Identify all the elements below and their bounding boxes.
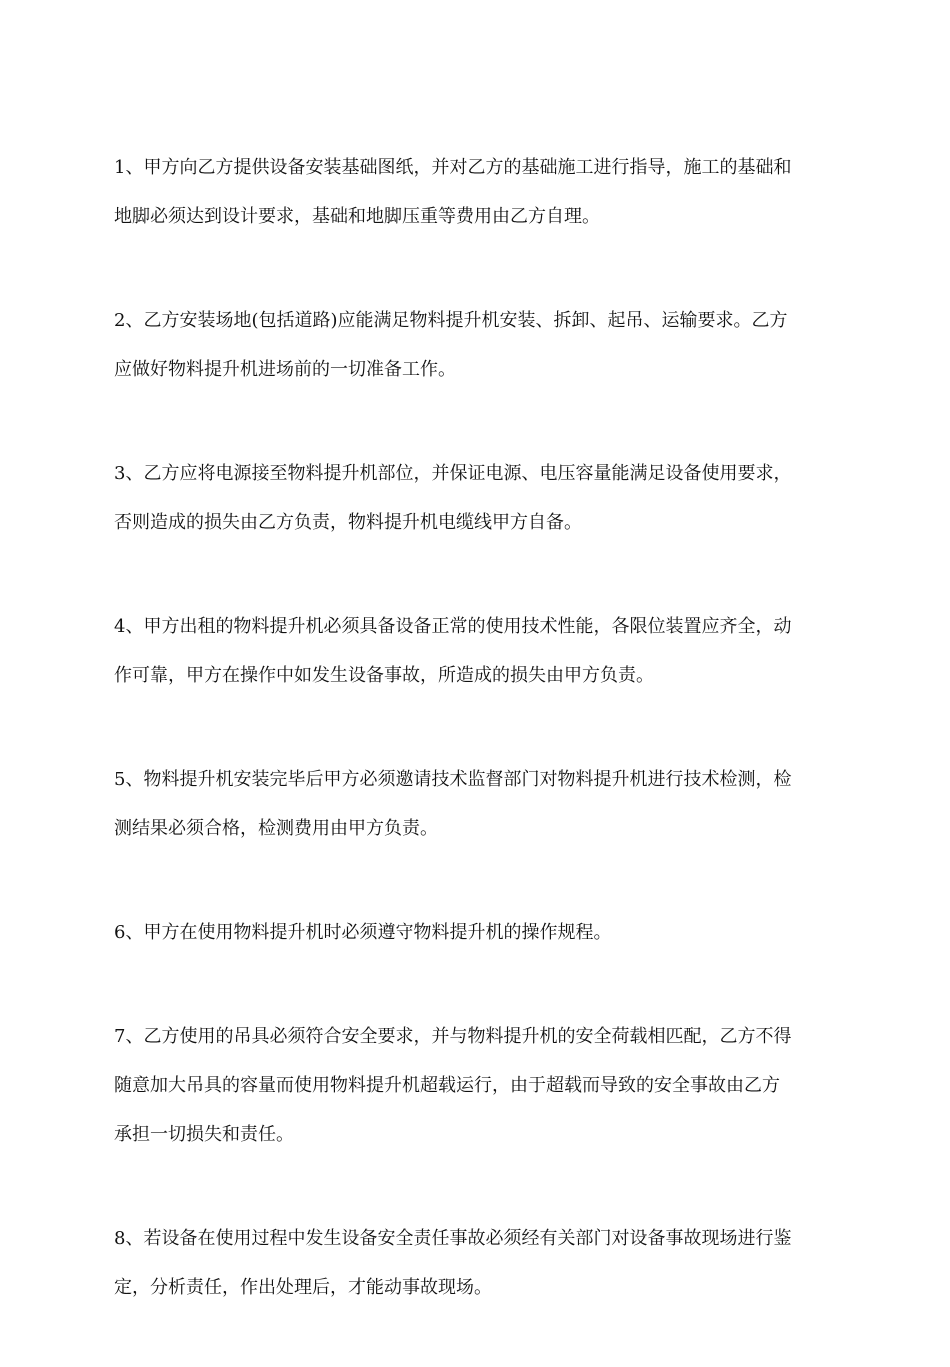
- clause-line: 应做好物料提升机进场前的一切准备工作。: [114, 359, 456, 380]
- clause-line: 承担一切损失和责任。: [114, 1124, 294, 1145]
- clause-line: 测结果必须合格，检测费用由甲方负责。: [114, 818, 438, 839]
- clause-line: 3、乙方应将电源接至物料提升机部位，并保证电源、电压容量能满足设备使用要求，: [114, 463, 792, 484]
- clause-line: 随意加大吊具的容量而使用物料提升机超载运行，由于超载而导致的安全事故由乙方: [114, 1075, 780, 1096]
- clause-line: 6、甲方在使用物料提升机时必须遵守物料提升机的操作规程。: [114, 922, 612, 943]
- clause-4: [114, 602, 838, 700]
- clause-line: 5、物料提升机安装完毕后甲方必须邀请技术监督部门对物料提升机进行技术检测，检: [114, 769, 792, 790]
- clause-line: 8、若设备在使用过程中发生设备安全责任事故必须经有关部门对设备事故现场进行鉴: [114, 1228, 792, 1249]
- clause-list: [114, 143, 838, 1367]
- clause-6: [114, 908, 838, 957]
- clause-7: [114, 1012, 838, 1159]
- clause-2: [114, 296, 838, 394]
- clause-line: 否则造成的损失由乙方负责，物料提升机电缆线甲方自备。: [114, 512, 582, 533]
- clause-line: 定，分析责任，作出处理后，才能动事故现场。: [114, 1277, 492, 1298]
- clause-line: 2、乙方安装场地(包括道路)应能满足物料提升机安装、拆卸、起吊、运输要求。乙方: [114, 310, 788, 331]
- clause-8: [114, 1214, 838, 1312]
- clause-1: [114, 143, 838, 241]
- clause-line: 地脚必须达到设计要求，基础和地脚压重等费用由乙方自理。: [114, 206, 600, 227]
- clause-5: [114, 755, 838, 853]
- clause-line: 1、甲方向乙方提供设备安装基础图纸，并对乙方的基础施工进行指导，施工的基础和: [114, 157, 792, 178]
- clause-line: 4、甲方出租的物料提升机必须具备设备正常的使用技术性能，各限位装置应齐全，动: [114, 616, 792, 637]
- clause-line: 作可靠，甲方在操作中如发生设备事故，所造成的损失由甲方负责。: [114, 665, 654, 686]
- clause-3: [114, 449, 838, 547]
- clause-line: 7、乙方使用的吊具必须符合安全要求，并与物料提升机的安全荷载相匹配，乙方不得: [114, 1026, 792, 1047]
